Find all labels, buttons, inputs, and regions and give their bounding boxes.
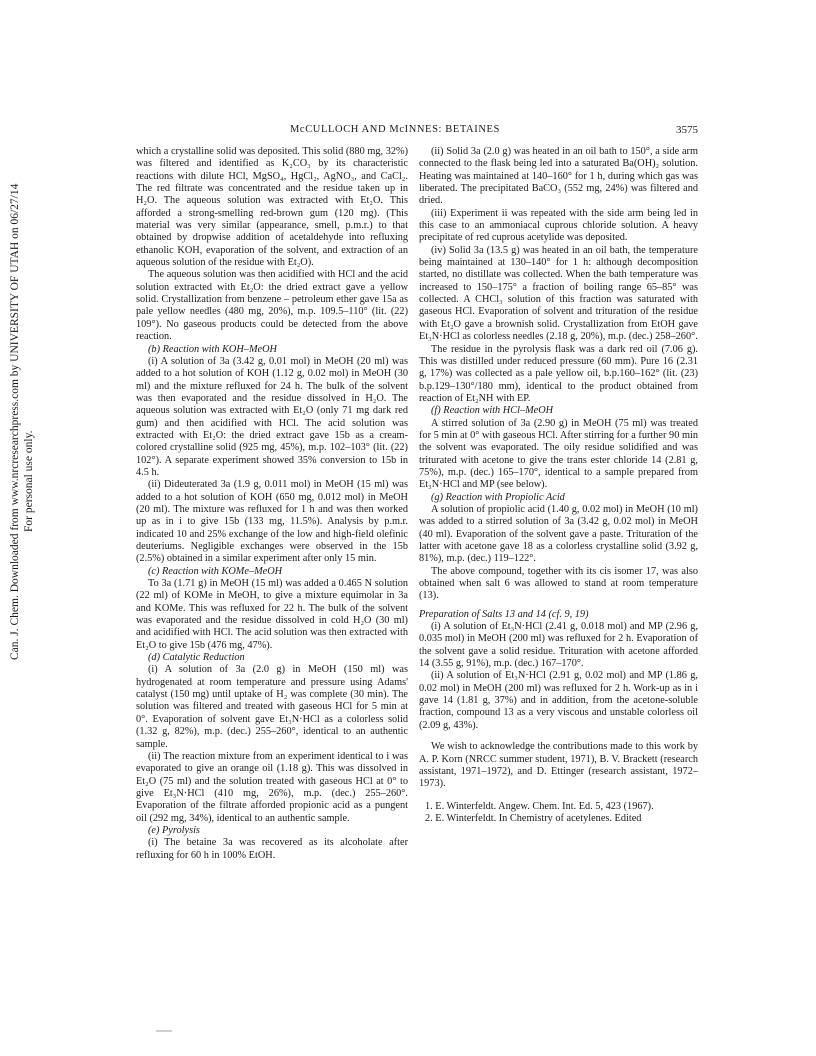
subsection-heading: (e) Pyrolysis <box>148 824 200 836</box>
reference-item: 2. E. Winterfeldt. In Chemistry of acetylenes. Edited <box>425 812 642 824</box>
paragraph: A solution of propiolic acid (1.40 g, 0.02 mol) in MeOH (10 ml) was added to a stirred solution of 3a (3.42 g, 0.02 mol) in MeOH (40 ml). Evaporation of the solvent gave a paste. Trituration of the latter with acetone gave 18 as a colorless crystalline solid (3.92 g, 81%), m.p. (dec.) 119–122°. <box>419 503 698 565</box>
subsection-heading: (c) Reaction with KOMe–MeOH <box>148 565 283 577</box>
running-head: McCULLOCH AND McINNES: BETAINES <box>290 124 500 135</box>
left-column <box>136 146 408 862</box>
page-number: 3575 <box>676 124 698 136</box>
subsection-heading: (g) Reaction with Propiolic Acid <box>431 491 565 503</box>
subsection-heading: (f) Reaction with HCl–MeOH <box>431 405 554 417</box>
paragraph: (iv) Solid 3a (13.5 g) was heated in an oil bath, the temperature being maintained at 130–140° for 1 h: although decomposition started, no distillate was collected. When the bath temperature was increased to 150–175° a fraction of boiling range 65–85° was collected. A CHCl₃ solution of this fraction was saturated with gaseous HCl. Evaporation of solvent and trituration of the residue with Et₂O gave a brownish solid. Crystallization from EtOH gave Et₃N·HCl as colorless needles (2.18 g, 20%), m.p. (dec.) 258–260°. <box>419 244 698 343</box>
acknowledgement: We wish to acknowledge the contributions made to this work by A. P. Korn (NRCC summer student, 1971), B. V. Brackett (research assistant, 1971–1972), and D. Ettinger (research assistant, 1972–1973). <box>419 741 698 790</box>
paragraph: The aqueous solution was then acidified with HCl and the acid solution extracted with Et₂O: the dried extract gave a yellow solid. Crystallization from benzene – petroleum ether gave 15a as pale yellow needles (480 mg, 20%), m.p. 109.5–110° (lit. (22) 109°). No gaseous products could be detected from the above reaction. <box>136 269 408 343</box>
paragraph: (i) A solution of 3a (2.0 g) in MeOH (150 ml) was hydrogenated at room temperature and pressure using Adams' catalyst (150 mg) until uptake of H₂ was complete (30 min). The solution was filtered and treated with gaseous HCl for 5 min at 0°. Evaporation of solvent gave Et₃N·HCl as a colorless solid (1.32 g, 82%), m.p. (dec.) 255–260°, identical to an authentic sample. <box>136 664 408 750</box>
paragraph: (i) A solution of Et₃N·HCl (2.41 g, 0.018 mol) and MP (2.96 g, 0.035 mol) in MeOH (200 ml) was refluxed for 2 h. Evaporation of the solvent gave a solid residue. Trituration with acetone afforded 14 (3.55 g, 91%), m.p. (dec.) 167–170°. <box>419 621 698 670</box>
paragraph: which a crystalline solid was deposited. This solid (880 mg, 32%) was filtered and identified as K₂CO₃ by its characteristic reactions with dilute HCl, MgSO₄, HgCl₂, AgNO₃, and CaCl₂. The red filtrate was concentrated and the residue taken up in H₂O. The aqueous solution was extracted with Et₂O. This afforded a strong-smelling red-brown gum (120 mg). (This material was very similar (appearance, smell, p.m.r.) to that obtained by dropwise addition of acetaldehyde into refluxing ethanolic KOH, evaporation of the solvent, and extraction of an aqueous solution of the residue with Et₂O). <box>136 146 408 269</box>
paragraph: The above compound, together with its cis isomer 17, was also obtained when salt 6 was allowed to stand at room temperature (13). <box>419 565 698 602</box>
paragraph: The residue in the pyrolysis flask was a dark red oil (7.06 g). This was distilled under reduced pressure (60 mm). Pure 16 (2.31 g, 17%) was collected as a pale yellow oil, b.p.160–162° (lit. (23) b.p.129–130°/180 mm), identical to the product obtained from reaction of Et₂NH with EP. <box>419 343 698 404</box>
reference-list <box>419 801 698 826</box>
paragraph: To 3a (1.71 g) in MeOH (15 ml) was added a 0.465 N solution (22 ml) of KOMe in MeOH, to give a mixture equimolar in 3a and KOMe. This was refluxed for 22 h. The bulk of the solvent was evaporated and the residue dissolved in cold H₂O (30 ml) and acidified with HCl. The acid solution was then extracted with Et₂O to give 15b (476 mg, 47%). <box>136 578 408 651</box>
section-heading: Preparation of Salts 13 and 14 (cf. 9, 19) <box>419 608 589 620</box>
paragraph: (ii) A solution of Et₃N·HCl (2.91 g, 0.02 mol) and MP (1.86 g, 0.02 mol) in MeOH (200 ml) was refluxed for 2 h. Work-up as in i gave 14 (1.81 g, 37%) and in addition, from the acetone-soluble fraction, compound 13 as a very viscous and unstable colorless oil (2.09 g, 43%). <box>419 670 698 731</box>
reference-item: 1. E. Winterfeldt. Angew. Chem. Int. Ed. 5, 423 (1967). <box>425 800 654 812</box>
download-watermark <box>8 184 36 660</box>
watermark-line: For personal use only. <box>23 430 35 532</box>
subsection-heading: (b) Reaction with KOH–MeOH <box>148 343 277 355</box>
page-header <box>0 124 816 140</box>
right-column <box>419 146 698 825</box>
paragraph: (ii) Dideuterated 3a (1.9 g, 0.011 mol) in MeOH (15 ml) was added to a hot solution of KOH (650 mg, 0.012 mol) in MeOH (20 ml). The mixture was refluxed for 1 h and was then worked up as in i to give 15b (133 mg, 11.5%). Analysis by p.m.r. indicated 10 and 25% exchange of the low and high-field olefinic deuteriums. Negligible exchanges were observed in the 15b (2.5%) obtained in a similar experiment after only 15 min. <box>136 479 408 565</box>
watermark-line: Can. J. Chem. Downloaded from www.nrcresearchpress.com by UNIVERSITY OF UTAH on 06/27/14 <box>9 183 21 660</box>
paragraph: (ii) The reaction mixture from an experiment identical to i was evaporated to give an orange oil (1.18 g). This was dissolved in Et₂O (75 ml) and the solution treated with gaseous HCl at 0° to give Et₃N·HCl (410 mg, 26%), m.p. (dec.) 255–260°. Evaporation of the filtrate afforded propionic acid as a pungent oil (292 mg, 34%), identical to an authentic sample. <box>136 750 408 824</box>
paragraph: (i) A solution of 3a (3.42 g, 0.01 mol) in MeOH (20 ml) was added to a hot solution of KOH (1.12 g, 0.02 mol) in MeOH (30 ml) and the mixture refluxed for 24 h. The bulk of the solvent was then evaporated and the residue dissolved in H₂O. The aqueous solution was extracted with Et₂O (only 71 mg dark red gum) and then acidified with HCl. The acid solution was extracted with Et₂O: the dried extract gave 15b as a cream-colored crystalline solid (925 mg, 45%), m.p. 102–103° (lit. (22) 102°). A separate experiment showed 35% conversion to 15b in 4.5 h. <box>136 355 408 478</box>
scan-artifact <box>156 1030 172 1032</box>
paragraph: (ii) Solid 3a (2.0 g) was heated in an oil bath to 150°, a side arm connected to the flask being led into a saturated Ba(OH)₂ solution. Heating was maintained at 140–160° for 1 h, during which gas was liberated. The precipitated BaCO₃ (552 mg, 24%) was filtered and dried. <box>419 146 698 207</box>
paragraph: (iii) Experiment ii was repeated with the side arm being led in this case to an ammoniacal cuprous chloride solution. A heavy precipitate of red cuprous acetylide was deposited. <box>419 207 698 244</box>
subsection-heading: (d) Catalytic Reduction <box>148 652 245 664</box>
paragraph: A stirred solution of 3a (2.90 g) in MeOH (75 ml) was treated for 5 min at 0° with gaseous HCl. After stirring for a further 90 min the solvent was evaporated. The oily residue solidified and was triturated with acetone to give the trans ester chloride 14 (2.81 g, 75%), m.p. (dec.) 165–170°, identical to a sample prepared from Et₃N·HCl and MP (see below). <box>419 417 698 491</box>
right-column-body <box>419 146 698 732</box>
paragraph: (i) The betaine 3a was recovered as its alcoholate after refluxing for 60 h in 100% EtOH. <box>136 837 408 861</box>
